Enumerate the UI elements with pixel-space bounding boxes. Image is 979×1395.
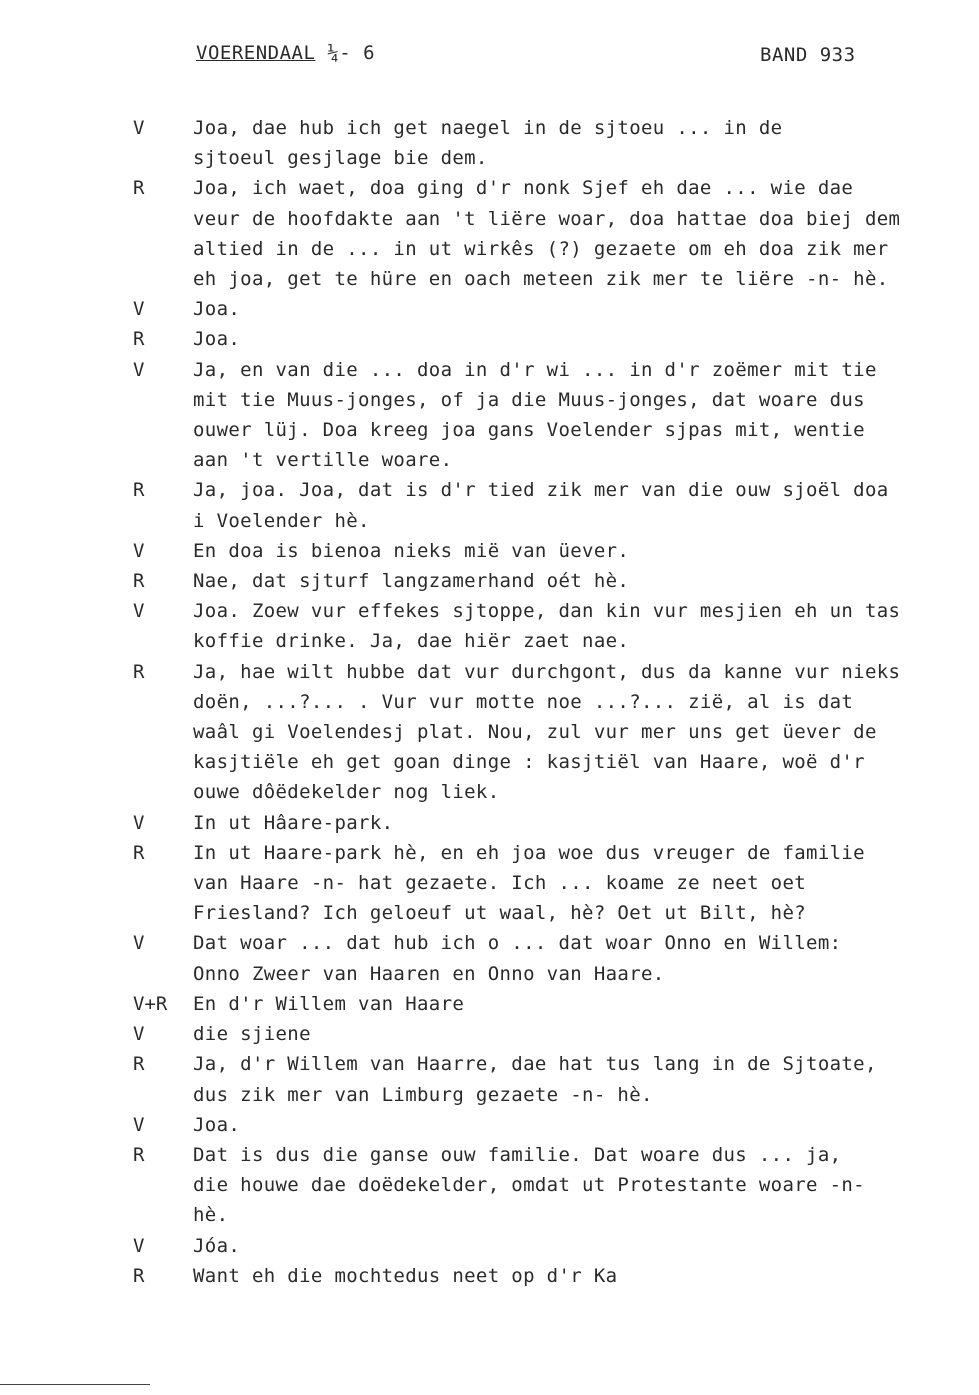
speech-text — [193, 838, 938, 929]
transcript-body — [0, 113, 979, 1291]
speech-line: doën, ...?... . Vur vur motte noe ...?... zië, al is dat — [193, 690, 854, 713]
speaker-label: R — [133, 177, 145, 200]
transcript-entry — [0, 838, 979, 929]
transcript-entry — [0, 989, 979, 1019]
speaker-label: V — [133, 1023, 145, 1046]
speech-line: En d'r Willem van Haare — [193, 992, 465, 1015]
transcript-entry — [0, 173, 979, 294]
transcript-entry — [0, 324, 979, 354]
place-name: VOERENDAAL — [196, 42, 316, 64]
transcript-entry — [0, 1019, 979, 1049]
speech-line: van Haare -n- hat gezaete. Ich ... koame ze neet oet — [193, 872, 807, 895]
transcript-entry — [0, 475, 979, 535]
speech-text — [193, 173, 938, 294]
speaker-label: V — [133, 539, 145, 562]
speech-line: Ja, hae wilt hubbe dat vur durchgont, dus da kanne vur nieks — [193, 660, 901, 683]
speech-line: waâl gi Voelendesj plat. Nou, zul vur mer uns get üever de — [193, 721, 877, 744]
speech-line: Want eh die mochtedus neet op d'r Ka — [193, 1264, 618, 1287]
speech-line: Joa. — [193, 1113, 241, 1136]
speech-text — [193, 536, 938, 566]
speech-line: Joa. — [193, 328, 241, 351]
speech-line: veur de hoofdakte aan 't liëre woar, doa hattae doa biej dem — [193, 207, 901, 230]
speech-line: Joa. Zoew vur effekes sjtoppe, dan kin vur mesjien eh un tas — [193, 600, 901, 623]
speech-text — [193, 596, 938, 656]
speaker-label: R — [133, 570, 145, 593]
transcript-entry — [0, 1140, 979, 1231]
speech-line: ouwer lüj. Doa kreeg joa gans Voelender sjpas mit, wentie — [193, 419, 865, 442]
speaker-label: R — [133, 479, 145, 502]
speech-text — [193, 324, 938, 354]
speech-line: Ja, joa. Joa, dat is d'r tied zik mer van die ouw sjoël doa — [193, 479, 889, 502]
speech-text — [193, 989, 938, 1019]
speaker-label: R — [133, 1053, 145, 1076]
speech-line: Dat is dus die ganse ouw familie. Dat woare dus ... ja, — [193, 1143, 842, 1166]
speaker-label: R — [133, 1143, 145, 1166]
speech-text — [193, 294, 938, 324]
speech-text — [193, 1110, 938, 1140]
transcript-entry — [0, 1231, 979, 1261]
speaker-label: R — [133, 328, 145, 351]
speech-line: altied in de ... in ut wirkês (?) gezaete om eh doa zik mer — [193, 237, 889, 260]
speech-text — [193, 113, 938, 173]
speech-line: Friesland? Ich geloeuf ut waal, hè? Oet ut Bilt, hè? — [193, 902, 807, 925]
transcript-entry — [0, 928, 979, 988]
transcript-entry — [0, 355, 979, 476]
transcript-entry — [0, 536, 979, 566]
speech-text — [193, 808, 938, 838]
speaker-label: R — [133, 841, 145, 864]
speech-line: aan 't vertille woare. — [193, 449, 453, 472]
transcript-entry — [0, 657, 979, 808]
footer-rule — [0, 1384, 150, 1385]
speech-line: Dat woar ... dat hub ich o ... dat woar Onno en Willem: — [193, 932, 842, 955]
speech-text — [193, 657, 938, 808]
speech-line: Joa, ich waet, doa ging d'r nonk Sjef eh dae ... wie dae — [193, 177, 854, 200]
speaker-label: V+R — [133, 992, 168, 1015]
speaker-label: V — [133, 298, 145, 321]
speech-text — [193, 355, 938, 476]
speaker-label: V — [133, 600, 145, 623]
transcript-entry — [0, 566, 979, 596]
speech-line: i Voelender hè. — [193, 509, 370, 532]
speech-line: die sjiene — [193, 1023, 311, 1046]
transcript-entry — [0, 808, 979, 838]
speech-text — [193, 566, 938, 596]
transcript-entry — [0, 596, 979, 656]
speech-line: eh joa, get te hüre en oach meteen zik mer te liëre -n- hè. — [193, 268, 889, 291]
speech-text — [193, 1261, 938, 1291]
speech-line: koffie drinke. Ja, dae hiër zaet nae. — [193, 630, 630, 653]
speaker-label: R — [133, 660, 145, 683]
transcript-entry — [0, 1110, 979, 1140]
speech-text — [193, 1019, 938, 1049]
speech-line: die houwe dae doëdekelder, omdat ut Protestante woare -n- — [193, 1174, 865, 1197]
speech-line: Nae, dat sjturf langzamerhand oét hè. — [193, 570, 630, 593]
speech-line: hè. — [193, 1204, 229, 1227]
transcript-entry — [0, 294, 979, 324]
speech-line: In ut Haare-park hè, en eh joa woe dus vreuger de familie — [193, 841, 865, 864]
speech-line: In ut Hâare-park. — [193, 811, 394, 834]
page-mark: ¼- 6 — [327, 42, 376, 64]
speech-line: Ja, en van die ... doa in d'r wi ... in d'r zoëmer mit tie — [193, 358, 877, 381]
speech-line: kasjtiële eh get goan dinge : kasjtiël van Haare, woë d'r — [193, 751, 865, 774]
speech-line: Onno Zweer van Haaren en Onno van Haare. — [193, 962, 665, 985]
speech-line: Jóa. — [193, 1234, 241, 1257]
speech-line: mit tie Muus-jonges, of ja die Muus-jonges, dat woare dus — [193, 388, 865, 411]
speech-line: Ja, d'r Willem van Haarre, dae hat tus lang in de Sjtoate, — [193, 1053, 877, 1076]
speech-line: En doa is bienoa nieks mië van üever. — [193, 539, 630, 562]
speaker-label: V — [133, 1234, 145, 1257]
speaker-label: V — [133, 117, 145, 139]
speaker-label: V — [133, 1113, 145, 1136]
speaker-label: V — [133, 358, 145, 381]
speaker-label: V — [133, 932, 145, 955]
speech-text — [193, 475, 938, 535]
speech-text — [193, 1140, 938, 1231]
speaker-label: V — [133, 811, 145, 834]
speech-line: ouwe dôëdekelder nog liek. — [193, 781, 500, 804]
speech-line: dus zik mer van Limburg gezaete -n- hè. — [193, 1083, 653, 1106]
transcript-entry — [0, 113, 979, 173]
speech-text — [193, 928, 938, 988]
speech-line: sjtoeul gesjlage bie dem. — [193, 147, 488, 170]
transcript-entry — [0, 1049, 979, 1109]
speech-text — [193, 1049, 938, 1109]
transcript-entry — [0, 1261, 979, 1291]
speech-text — [193, 1231, 938, 1261]
band-number: BAND 933 — [760, 44, 856, 66]
speech-line: Joa, dae hub ich get naegel in de sjtoeu ... in de — [193, 117, 783, 139]
speech-line: Joa. — [193, 298, 241, 321]
page-header-left — [196, 42, 375, 64]
speaker-label: R — [133, 1264, 145, 1287]
